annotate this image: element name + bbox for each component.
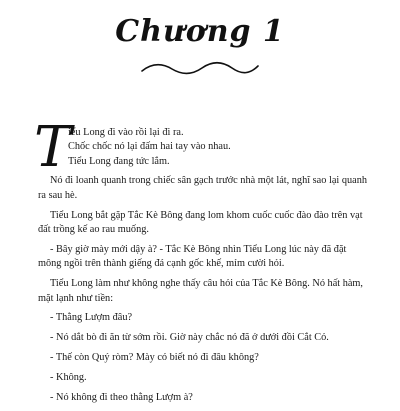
chapter-body [34,115,368,411]
opening-line: Chốc chốc nó lại đấm hai tay vào nhau. [68,141,231,153]
dialogue-line: - Nó dắt bò đi ăn từ sớm rồi. Giờ này chắc nó đã ở dưới đồi Cắt Cỏ. [50,332,329,344]
chapter-title: Chương 1 [115,14,285,49]
paragraph: Tiểu Long bắt gặp Tắc Kè Bông đang lom khom cuốc cuốc đào đào trên vạt đất trồng kế ao rau muống. [38,209,363,235]
dialogue-line: - Thế còn Quý ròm? Mày có biết nó đi đâu không? [50,352,259,364]
opening-paragraph [34,115,368,180]
paragraph: Nó đi loanh quanh trong chiếc sân gạch trước nhà một lát, nghĩ sao lại quanh ra sau hè. [38,175,367,201]
dialogue-line: - Không. [50,372,87,384]
drop-cap: T [34,115,72,180]
dialogue-line: - Thằng Lượm đâu? [50,312,133,324]
opening-line: Tiểu Long đang tức lắm. [68,155,170,167]
opening-line: iểu Long đi vào rồi lại đi ra. [68,127,184,138]
wave-ornament [140,58,260,78]
dialogue-line: - Nó không đi theo thằng Lượm à? [50,392,193,404]
paragraph: Tiểu Long làm như không nghe thấy câu hỏi của Tắc Kè Bông. Nó hất hàm, mặt lạnh như tiền: [38,278,363,304]
paragraph: - Bây giờ mày mới dậy à? - Tắc Kè Bông nhìn Tiểu Long lúc này đã đặt mông ngồi trên thành giếng đá cạnh gốc khế, mỉm cười hỏi. [38,243,347,270]
